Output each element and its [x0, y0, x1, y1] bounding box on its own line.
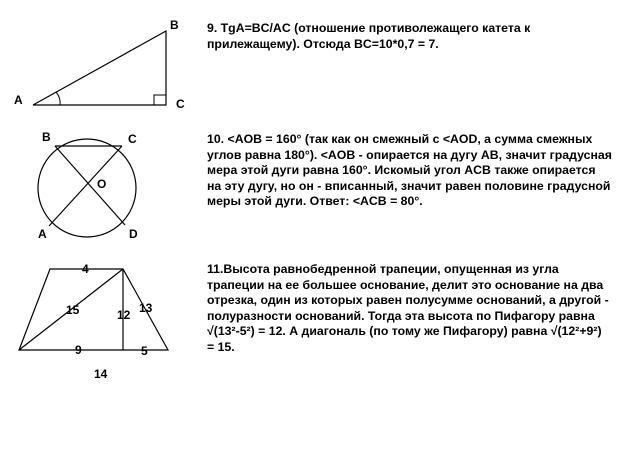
circle-figure	[38, 130, 138, 241]
circle-label-o: O	[97, 177, 107, 191]
diameter-ca	[49, 146, 122, 226]
triangle-outline	[33, 31, 166, 105]
problem-11-solution: 11.Высота равнобедренной трапеции, опущенная из угла трапеции на ее большее основание, делит это основание на два отрезка, один из которых равен полусумме оснований, а другой - полуразности оснований. Тогда эта высота по Пифагору равна √(13²-5²) = 12. А диагональ (по тому же Пифагору) равна √(12²+9²) = 15.	[207, 262, 609, 354]
diameter-bd	[55, 146, 125, 225]
trapezoid-right-segment-label: 5	[141, 344, 148, 358]
circle-label-d: D	[129, 227, 138, 241]
trapezoid-figure	[19, 262, 168, 381]
circle-label-a: A	[38, 227, 47, 241]
problem-9-solution: 9. TgA=BC/AC (отношение противолежащего катета к прилежащему). Отсюда BC=10*0,7 = 7.	[207, 21, 531, 51]
trapezoid-left-segment-label: 9	[75, 343, 82, 357]
circle-label-b: B	[42, 130, 51, 144]
trapezoid-top-label: 4	[82, 262, 89, 276]
trapezoid-base-label: 14	[94, 367, 108, 381]
circle-label-c: C	[128, 132, 137, 146]
problem-10-solution: 10. <AOB = 160° (так как он смежный с <AOD, а сумма смежных углов равна 180°). <AOB - опирается на дугу AB, значит градусная мера этой дуги равна 160°. Искомый угол ACB также опирается на эту дугу, но он - вписанный, значит равен половине градусной меры этой дуги. Ответ: <ACB = 80°.	[207, 132, 612, 208]
trapezoid-side-label: 13	[139, 301, 153, 315]
trapezoid-diagonal-label: 15	[66, 303, 80, 317]
triangle-label-b: B	[170, 18, 179, 32]
triangle-label-a: A	[14, 93, 23, 107]
angle-a-arc	[56, 92, 60, 105]
trapezoid-height-label: 12	[117, 308, 131, 322]
right-triangle-figure	[14, 18, 185, 111]
right-angle-mark	[154, 95, 166, 105]
triangle-label-c: C	[176, 97, 185, 111]
